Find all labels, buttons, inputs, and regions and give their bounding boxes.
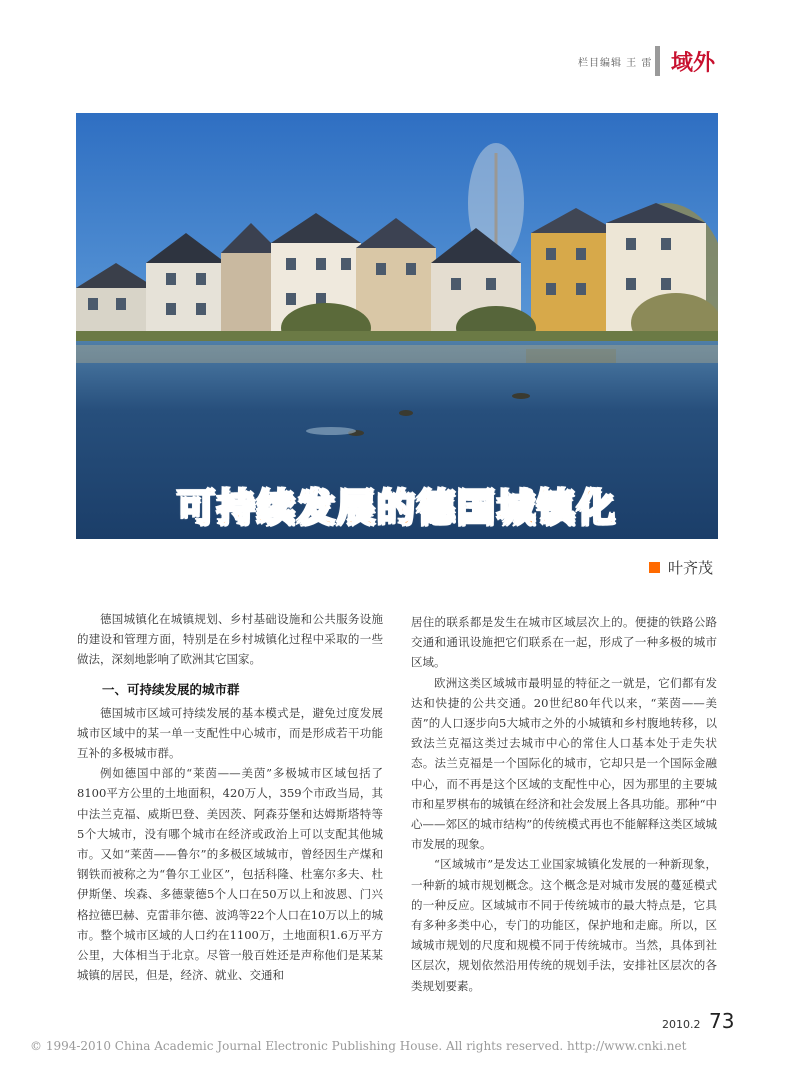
section-title: 域外	[671, 51, 716, 76]
water-reflections	[76, 345, 718, 363]
body-paragraph: 欧洲这类区域城市最明显的特征之一就是，它们都有发达和快捷的公共交通。20世纪80年代以来，“莱茵——美茵”的人口逐步向5大城市之外的小城镇和乡村腹地转移，以致法兰克福这类过去城市中心的常住人口基本处于走失状态。法兰克福是一个国际化的城市，它却只是一个国际金融中心，而不再是这个区域的支配性中心，因为那里的主要城市和星罗棋布的城镇在经济和社会发展上各具功能。那种“中心——郊区的城市结构”的传统模式再也不能解释这类区域城市发展的现象。	[411, 675, 717, 852]
intro-paragraph: 德国城镇化在城镇规划、乡村基础设施和公共服务设施的建设和管理方面，特别是在乡村城镇化过程中采取的一些做法，深刻地影响了欧洲其它国家。	[77, 612, 383, 667]
author-marker-square	[649, 562, 660, 573]
body-paragraph: 例如德国中部的“莱茵——美茵”多极城市区域包括了8100平方公里的土地面积，420万人，359个市政当局，其中法兰克福、威斯巴登、美因茨、阿森芬堡和达姆斯塔特等5个大城市，没有哪个城市在经济或政治上可以支配其他城市。又如“莱茵——鲁尔”的多极区域城市，曾经因生产煤和钢铁而被称之为“鲁尔工业区”，包括科隆、杜塞尔多夫、杜伊斯堡、埃森、多德蒙德5个人口在50万以上和波恩、门兴格拉德巴赫、克雷菲尔德、波鸿等22个人口在10万以上的城市。整个城市区域的人口约在1100万，土地面积1.6万平方公里，大体相当于北京。尽管一般百姓还是声称他们是某某城镇的居民，但是，经济、就业、交通和	[77, 766, 383, 983]
page-number: 73	[709, 1009, 735, 1033]
body-paragraph: “区域城市”是发达工业国家城镇化发展的一种新现象，一种新的城市规划概念。这个概念是对城市发展的蔓延模式的一种反应。区域城市不同于传统城市的最大特点是，它具有多种多类中心，专门的功能区，保护地和走廊。所以，区域城市规划的尺度和规模不同于传统城市。当然，具体到社区层次，规划依然沿用传统的规划手法，安排社区层次的各类规划要素。	[411, 857, 717, 993]
body-paragraph: 德国城市区域可持续发展的基本模式是，避免过度发展城市区域中的某一单一支配性中心城市，而是形成若干功能互补的多极城市群。	[77, 705, 383, 761]
right-column	[411, 612, 717, 996]
river-town-photo	[76, 113, 718, 539]
photo-illustration	[76, 113, 718, 539]
author-name: 叶齐茂	[668, 559, 714, 577]
left-column	[77, 609, 383, 985]
author-byline	[649, 557, 713, 578]
column-editor: 栏目编辑 王 雷	[578, 58, 653, 69]
copyright-notice: © 1994-2010 China Academic Journal Electronic Publishing House. All rights reserved. http://www.cnki.net	[30, 1039, 687, 1053]
section-heading: 一、可持续发展的城市群	[102, 681, 240, 697]
article-headline: 可持续发展的德国城镇化	[176, 486, 617, 530]
continued-paragraph: 居住的联系都是发生在城市区域层次上的。便捷的铁路公路交通和通讯设施把它们联系在一起，形成了一种多极的城市区域。	[411, 615, 717, 670]
header-divider-bar	[655, 46, 660, 76]
issue-date: 2010.2	[662, 1018, 701, 1031]
